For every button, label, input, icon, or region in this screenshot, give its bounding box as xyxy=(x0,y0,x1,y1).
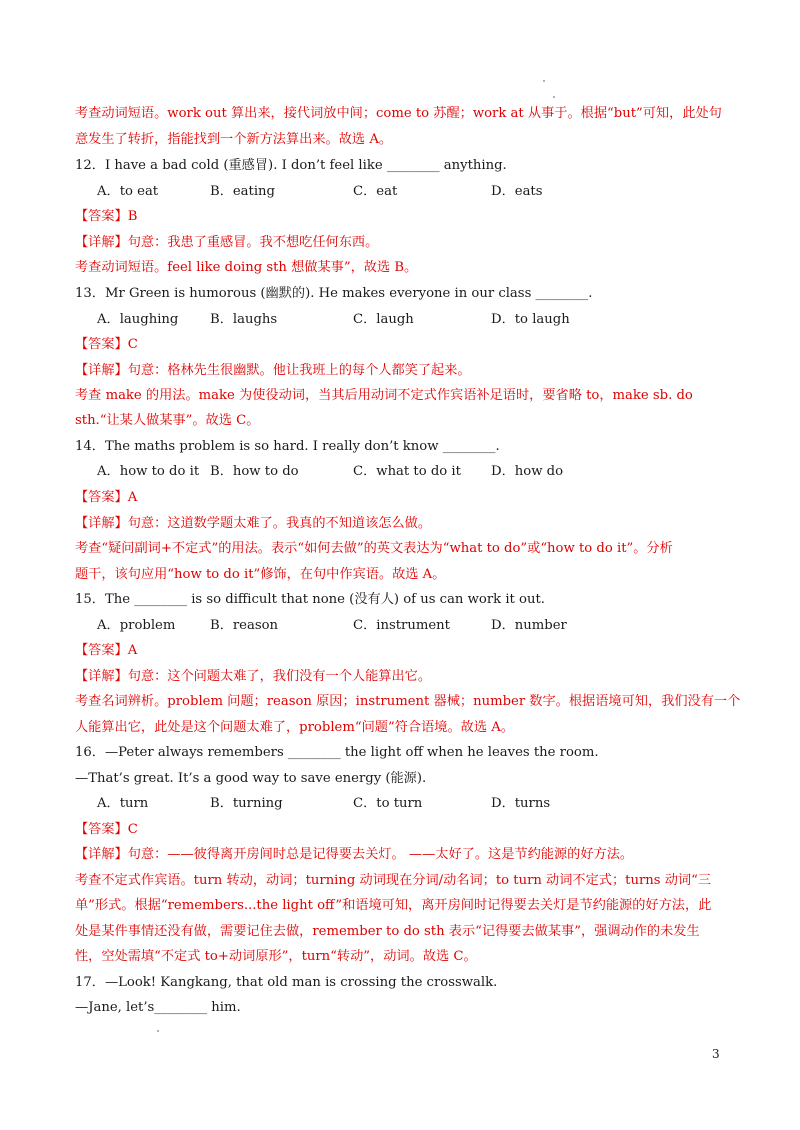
option-b: B．eating xyxy=(210,184,275,199)
explanation-line: 【详解】句意：——彼得离开房间时总是记得要去关灯。 ——太好了。这是节约能源的好方法。 xyxy=(75,847,634,862)
option-d: D．how do xyxy=(491,464,564,479)
question-stem: 12．I have a bad cold (重感冒). I don’t feel like ________ anything. xyxy=(75,158,507,173)
explanation-line: 【详解】句意：这道数学题太难了。我真的不知道该怎么做。 xyxy=(75,516,432,531)
option-d: D．to laugh xyxy=(491,312,570,327)
answer: 【答案】C xyxy=(75,822,138,837)
question-stem: 14．The maths problem is so hard. I really don’t know ________. xyxy=(75,439,500,454)
question-stem: 15．The ________ is so difficult that none (没有人) of us can work it out. xyxy=(75,592,545,607)
explanation-line: 考查 make 的用法。make 为使役动词，当其后用动词不定式作宾语补足语时，要省略 to，make sb. do xyxy=(75,388,693,403)
option-b: B．turning xyxy=(210,796,283,811)
explanation-line: 【详解】句意：我患了重感冒。我不想吃任何东西。 xyxy=(75,235,379,250)
option-a: A．to eat xyxy=(97,184,159,199)
option-b: B．reason xyxy=(210,618,279,633)
option-a: A．problem xyxy=(97,618,176,633)
explanation-line: 【详解】句意：格林先生很幽默。他让我班上的每个人都笑了起来。 xyxy=(75,363,471,378)
question-stem: 17．—Look! Kangkang, that old man is crossing the crosswalk. xyxy=(75,975,498,990)
question-stem: —Jane, let’s________ him. xyxy=(75,1000,241,1015)
page-number: 3 xyxy=(712,1047,720,1061)
explanation-line: 题干，该句应用“how to do it”修饰，在句中作宾语。故选 A。 xyxy=(75,567,446,582)
answer: 【答案】C xyxy=(75,337,138,352)
explanation-line: 考查“疑问副词+不定式”的用法。表示“如何去做”的英文表达为“what to do”或“how to do it”。分析 xyxy=(75,541,673,556)
answer: 【答案】A xyxy=(75,490,138,505)
option-c: C．to turn xyxy=(353,796,423,811)
explanation-line: 人能算出它，此处是这个问题太难了，problem“问题”符合语境。故选 A。 xyxy=(75,720,514,735)
explanation-line: 考查动词短语。feel like doing sth 想做某事”，故选 B。 xyxy=(75,260,418,275)
answer: 【答案】A xyxy=(75,643,138,658)
question-stem: 16．—Peter always remembers ________ the light off when he leaves the room. xyxy=(75,745,599,760)
explanation-line: sth.“让某人做某事”。故选 C。 xyxy=(75,413,260,428)
option-c: C．eat xyxy=(353,184,398,199)
intro-line: 考查动词短语。work out 算出来，接代词放中间；come to 苏醒；work at 从事于。根据“but”可知，此处句 xyxy=(75,106,722,121)
scan-dot xyxy=(553,96,555,98)
question-stem: —That’s great. It’s a good way to save energy (能源). xyxy=(75,771,427,786)
explanation-line: 性，空处需填“不定式 to+动词原形”，turn“转动”，动词。故选 C。 xyxy=(75,949,477,964)
option-b: B．laughs xyxy=(210,312,278,327)
option-d: D．eats xyxy=(491,184,543,199)
option-b: B．how to do xyxy=(210,464,299,479)
option-c: C．laugh xyxy=(353,312,414,327)
option-c: C．instrument xyxy=(353,618,450,633)
scan-dot xyxy=(543,80,545,82)
option-a: A．laughing xyxy=(97,312,179,327)
option-a: A．how to do it xyxy=(97,464,200,479)
explanation-line: 单”形式。根据“remembers...the light off”和语境可知，离开房间时记得要去关灯是节约能源的好方法，此 xyxy=(75,898,712,913)
option-d: D．turns xyxy=(491,796,551,811)
intro-line: 意发生了转折，指能找到一个新方法算出来。故选 A。 xyxy=(75,132,393,147)
scan-dot xyxy=(157,1030,159,1032)
question-stem: 13．Mr Green is humorous (幽默的). He makes everyone in our class ________. xyxy=(75,286,593,301)
answer: 【答案】B xyxy=(75,209,138,224)
option-c: C．what to do it xyxy=(353,464,461,479)
explanation-line: 考查不定式作宾语。turn 转动，动词；turning 动词现在分词/动名词；to turn 动词不定式；turns 动词“三 xyxy=(75,873,712,888)
option-a: A．turn xyxy=(97,796,149,811)
explanation-line: 考查名词辨析。problem 问题；reason 原因；instrument 器械；number 数字。根据语境可知，我们没有一个 xyxy=(75,694,741,709)
explanation-line: 【详解】句意：这个问题太难了，我们没有一个人能算出它。 xyxy=(75,669,432,684)
explanation-line: 处是某件事情还没有做，需要记住去做，remember to do sth 表示“记得要去做某事”，强调动作的未发生 xyxy=(75,924,700,939)
option-d: D．number xyxy=(491,618,567,633)
